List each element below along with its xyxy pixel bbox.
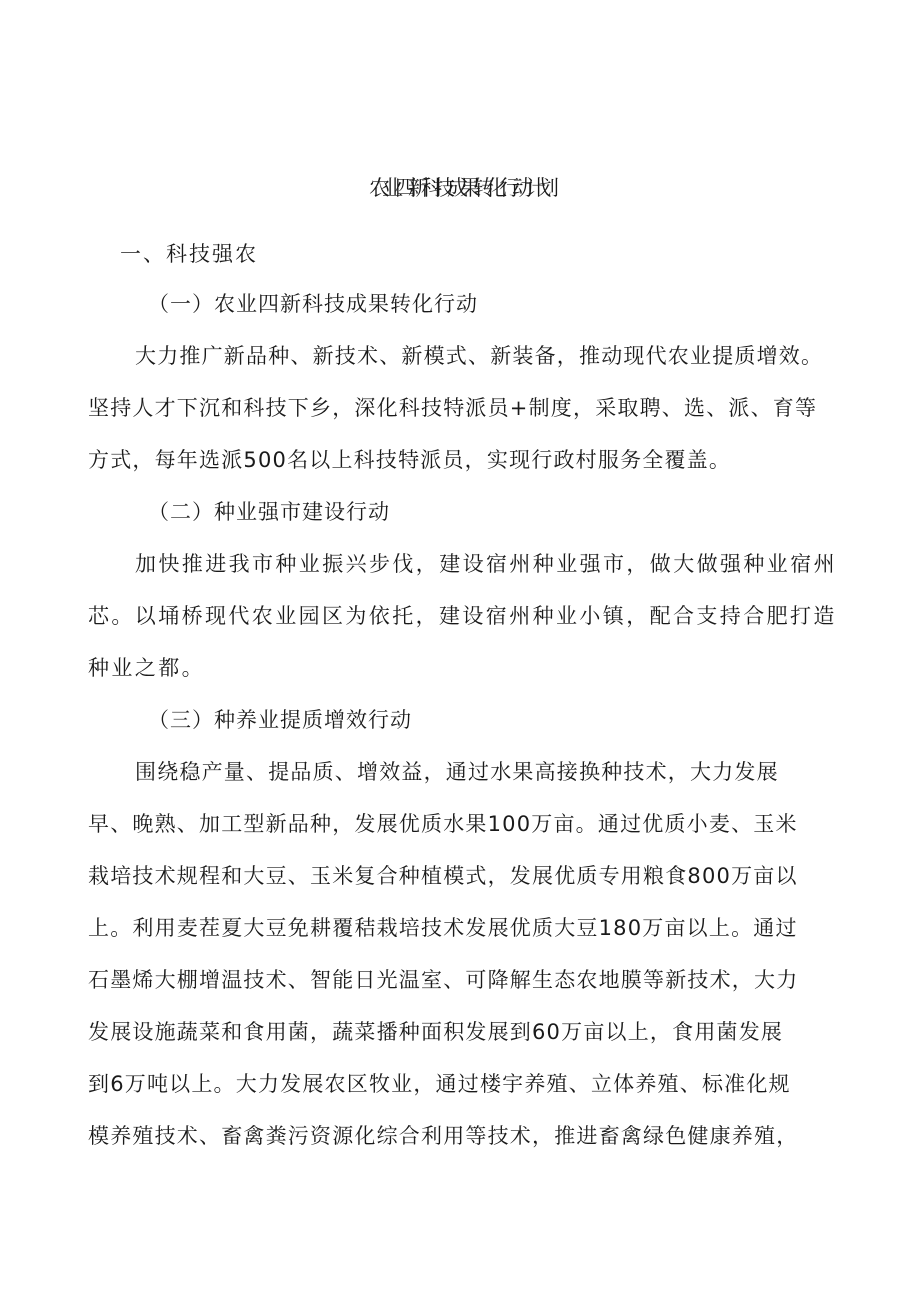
paragraph-line: 芯。以埇桥现代农业园区为依托，建设宿州种业小镇，配合支持合肥打造 [88, 604, 837, 628]
paragraph-line: 坚持人才下沉和科技下乡，深化科技特派员+制度，采取聘、选、派、育等 [88, 396, 818, 420]
subsection-heading-1: （一）农业四新科技成果转化行动 [148, 292, 478, 316]
paragraph-line: 大力推广新品种、新技术、新模式、新装备，推动现代农业提质增效。 [135, 344, 824, 368]
paragraph-line: 栽培技术规程和大豆、玉米复合种植模式，发展优质专用粮食800万亩以 [88, 864, 798, 888]
section-heading-1: 一、科技强农 [120, 242, 258, 266]
paragraph-line: 早、晚熟、加工型新品种，发展优质水果100万亩。通过优质小麦、玉米 [88, 812, 798, 836]
paragraph-line: 方式，每年选派500名以上科技特派员，实现行政村服务全覆盖。 [88, 448, 732, 472]
paragraph-line: 到6万吨以上。大力发展农区牧业，通过楼宇养殖、立体养殖、标准化规 [88, 1072, 791, 1096]
subsection-heading-3: （三）种养业提质增效行动 [148, 708, 412, 732]
document-title: 农业四新科技成果转化行动计划 [369, 176, 551, 200]
subsection-heading-2: （二）种业强市建设行动 [148, 500, 390, 524]
paragraph-line: 围绕稳产量、提品质、增效益，通过水果高接换种技术，大力发展 [135, 760, 779, 784]
paragraph-line: 石墨烯大棚增温技术、智能日光温室、可降解生态农地膜等新技术，大力 [88, 968, 799, 992]
paragraph-line: 加快推进我市种业振兴步伐，建设宿州种业强市，做大做强种业宿州 [135, 552, 837, 576]
paragraph-line: 上。利用麦茬夏大豆免耕覆秸栽培技术发展优质大豆180万亩以上。通过 [88, 916, 798, 940]
paragraph-line: 种业之都。 [88, 656, 205, 680]
paragraph-line: 发展设施蔬菜和食用菌，蔬菜播种面积发展到60万亩以上，食用菌发展 [88, 1020, 784, 1044]
paragraph-line: 模养殖技术、畜禽粪污资源化综合利用等技术，推进畜禽绿色健康养殖， [88, 1124, 799, 1148]
